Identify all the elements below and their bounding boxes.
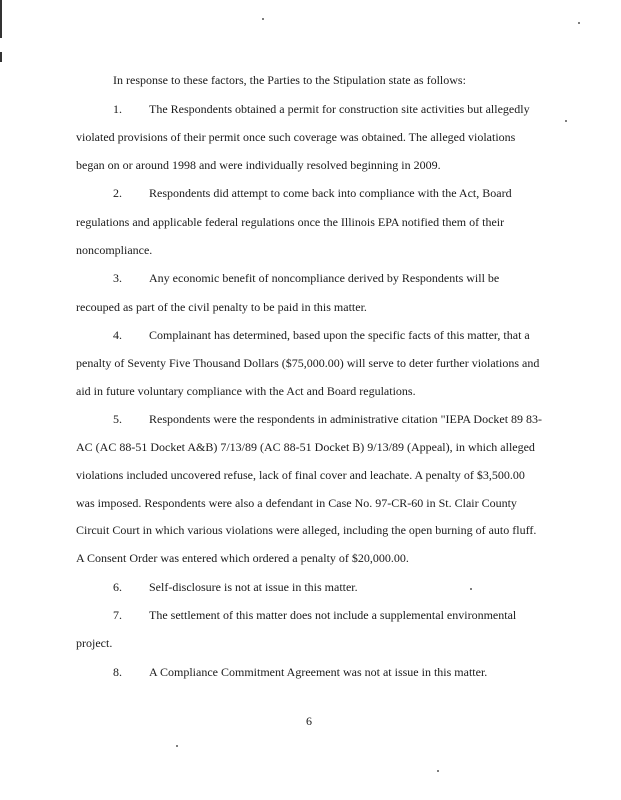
paragraph-line: violated provisions of their permit once such coverage was obtained. The alleged violations [76, 130, 516, 144]
paragraph-number: 8. [113, 665, 122, 679]
paragraph-number: 2. [113, 186, 122, 200]
paragraph-number: 1. [113, 102, 122, 116]
paragraph-line: AC (AC 88-51 Docket A&B) 7/13/89 (AC 88-51 Docket B) 9/13/89 (Appeal), in which alleged [76, 440, 535, 454]
paragraph-line: The Respondents obtained a permit for construction site activities but allegedly [149, 102, 530, 116]
paragraph-line: was imposed. Respondents were also a defendant in Case No. 97-CR-60 in St. Clair County [76, 496, 517, 510]
scan-speck [176, 745, 178, 747]
paragraph-line: penalty of Seventy Five Thousand Dollars ($75,000.00) will serve to deter further violations and [76, 356, 540, 370]
paragraph-line: recouped as part of the civil penalty to be paid in this matter. [76, 300, 367, 314]
paragraph-line: A Consent Order was entered which ordered a penalty of $20,000.00. [76, 551, 409, 565]
paragraph-line: Respondents were the respondents in administrative citation "IEPA Docket 89 83- [149, 412, 543, 426]
scan-edge-mark [0, 0, 2, 38]
scan-speck [565, 120, 567, 122]
paragraph-line: project. [76, 636, 113, 650]
paragraph-line: A Compliance Commitment Agreement was not at issue in this matter. [149, 665, 488, 679]
paragraph-line: noncompliance. [76, 243, 153, 257]
paragraph-line: Complainant has determined, based upon the specific facts of this matter, that a [149, 328, 530, 342]
paragraph-number: 6. [113, 580, 122, 594]
paragraph-number: 4. [113, 328, 122, 342]
scan-edge-mark [0, 52, 2, 62]
paragraph-line: regulations and applicable federal regulations once the Illinois EPA notified them of their [76, 215, 505, 229]
paragraph-line: aid in future voluntary compliance with the Act and Board regulations. [76, 384, 416, 398]
paragraph-number: 3. [113, 271, 122, 285]
paragraph-line: violations included uncovered refuse, lack of final cover and leachate. A penalty of $3,500.00 [76, 468, 525, 482]
paragraph-number: 5. [113, 412, 122, 426]
paragraph-line: The settlement of this matter does not include a supplemental environmental [149, 608, 517, 622]
paragraph-line: Respondents did attempt to come back into compliance with the Act, Board [149, 186, 512, 200]
scan-speck [470, 588, 472, 590]
paragraph-line: began on or around 1998 and were individually resolved beginning in 2009. [76, 158, 441, 172]
paragraph-line: Self-disclosure is not at issue in this matter. [149, 580, 358, 594]
intro-paragraph: In response to these factors, the Parties to the Stipulation state as follows: [113, 73, 466, 87]
paragraph-line: Any economic benefit of noncompliance derived by Respondents will be [149, 271, 500, 285]
scan-speck [262, 18, 264, 20]
scan-speck [578, 22, 580, 24]
paragraph-number: 7. [113, 608, 122, 622]
paragraph-line: Circuit Court in which various violations were alleged, including the open burning of auto fluff. [76, 523, 537, 537]
scan-speck [437, 770, 439, 772]
page-number: 6 [306, 714, 312, 728]
